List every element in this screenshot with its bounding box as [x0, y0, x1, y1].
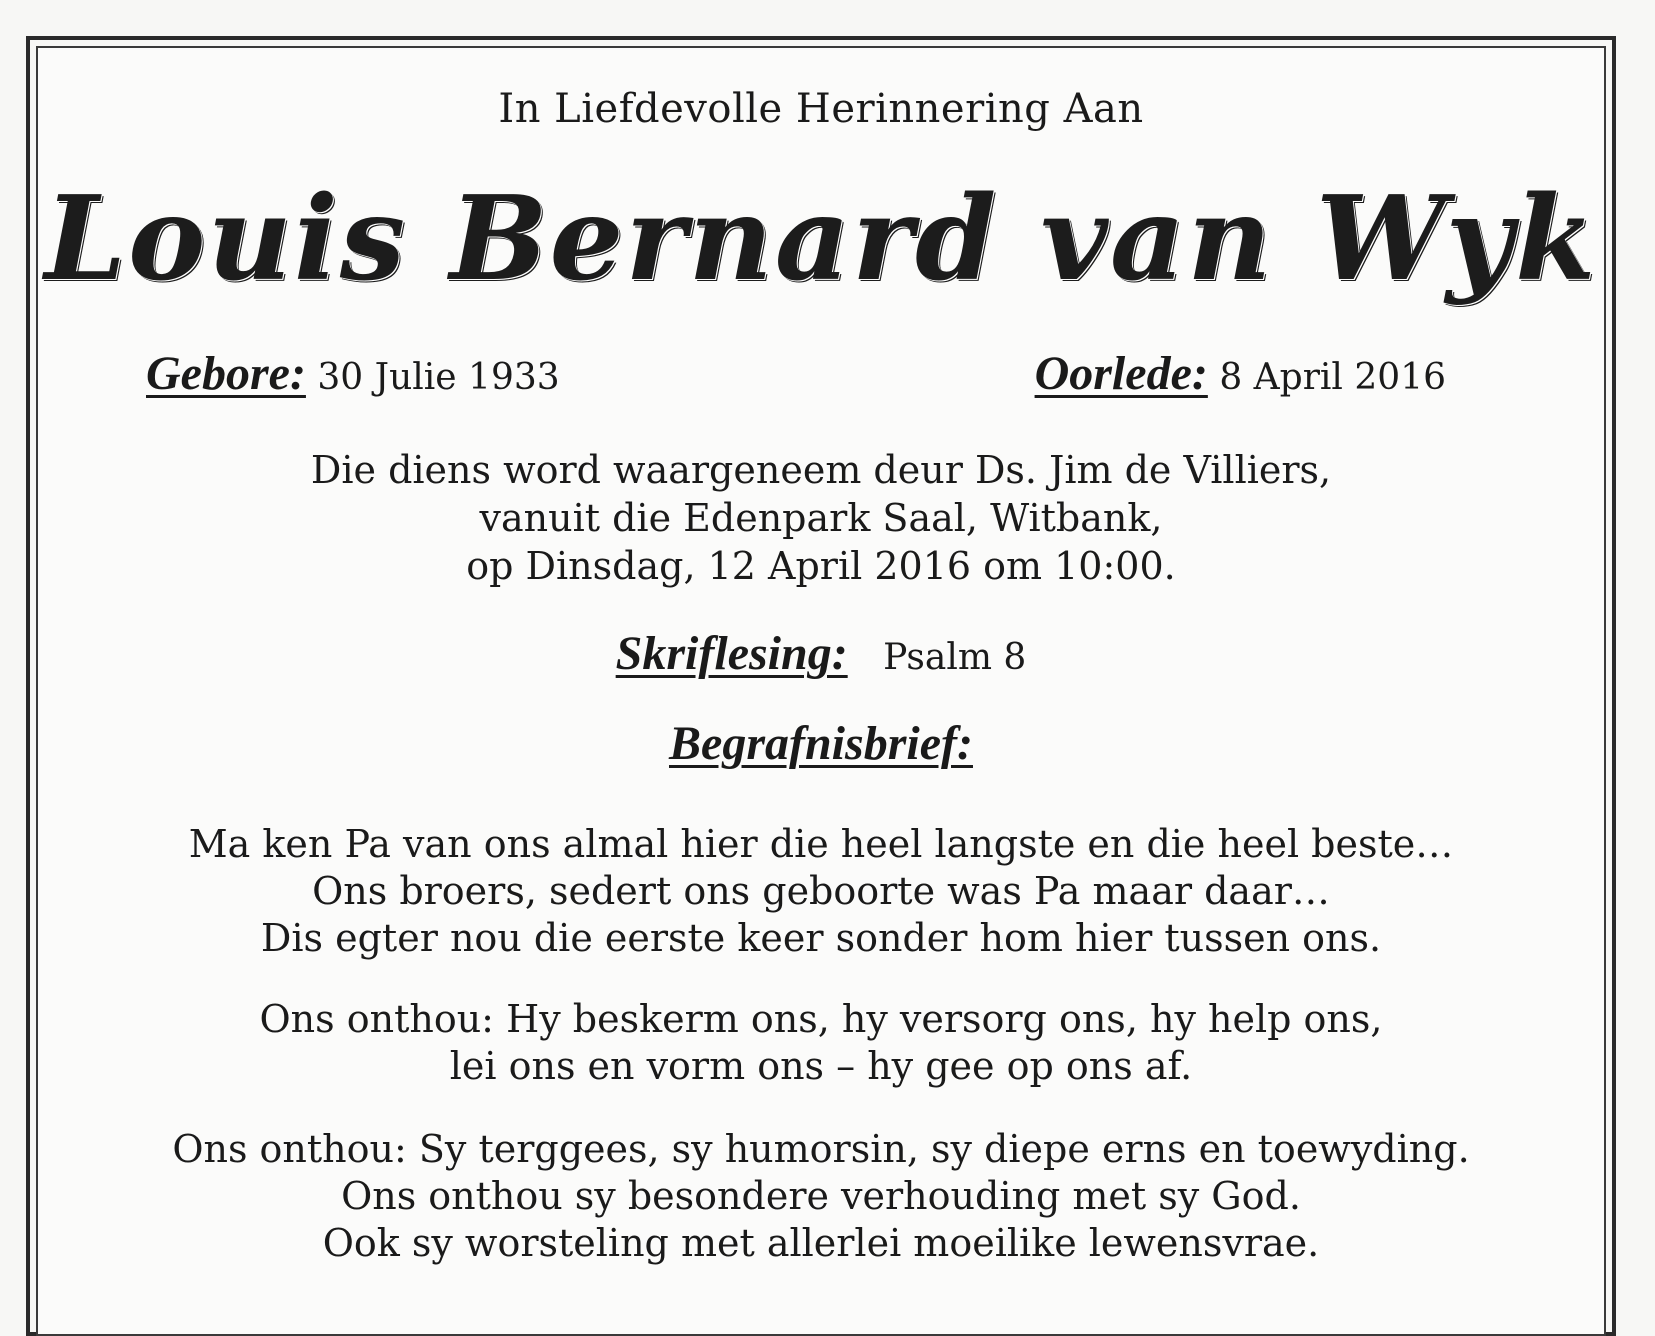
service-line: op Dinsdag, 12 April 2016 om 10:00. — [466, 544, 1176, 588]
born-value: 30 Julie 1933 — [317, 357, 560, 398]
scripture-reading — [36, 626, 1606, 681]
scripture-value: Psalm 8 — [883, 637, 1027, 678]
died-date — [1035, 346, 1446, 401]
intro-line: In Liefdevolle Herinnering Aan — [498, 86, 1144, 132]
stanza-line: Ons onthou: Hy beskerm ons, hy versorg ons, hy help ons, — [259, 997, 1383, 1041]
died-value: 8 April 2016 — [1219, 357, 1446, 398]
letter-stanza — [36, 821, 1606, 962]
scripture-label: Skriflesing: — [615, 627, 848, 680]
stanza-line: Ons onthou sy besondere verhouding met sy God. — [341, 1174, 1301, 1218]
born-label: Gebore: — [146, 347, 306, 400]
stanza-line: Ons onthou: Sy terggees, sy humorsin, sy diepe erns en toewyding. — [172, 1127, 1470, 1171]
deceased-name: Louis Bernard van Wyk — [44, 171, 1598, 307]
stanza-line: Ook sy worsteling met allerlei moeilike lewensvrae. — [322, 1221, 1320, 1265]
stanza-line: Ons broers, sedert ons geboorte was Pa maar daar… — [312, 869, 1330, 913]
letter-heading: Begrafnisbrief: — [669, 717, 973, 770]
letter-stanza — [36, 996, 1606, 1090]
stanza-line: Dis egter nou die eerste keer sonder hom hier tussen ons. — [260, 916, 1382, 960]
letter-stanza — [36, 1126, 1606, 1267]
born-date — [146, 346, 560, 401]
service-details — [36, 446, 1606, 590]
stanza-line: lei ons en vorm ons – hy gee op ons af. — [449, 1044, 1193, 1088]
died-label: Oorlede: — [1034, 347, 1208, 400]
stanza-line: Ma ken Pa van ons almal hier die heel langste en die heel beste… — [188, 822, 1454, 866]
service-line: vanuit die Edenpark Saal, Witbank, — [479, 496, 1163, 540]
service-line: Die diens word waargeneem deur Ds. Jim de Villiers, — [310, 448, 1332, 492]
